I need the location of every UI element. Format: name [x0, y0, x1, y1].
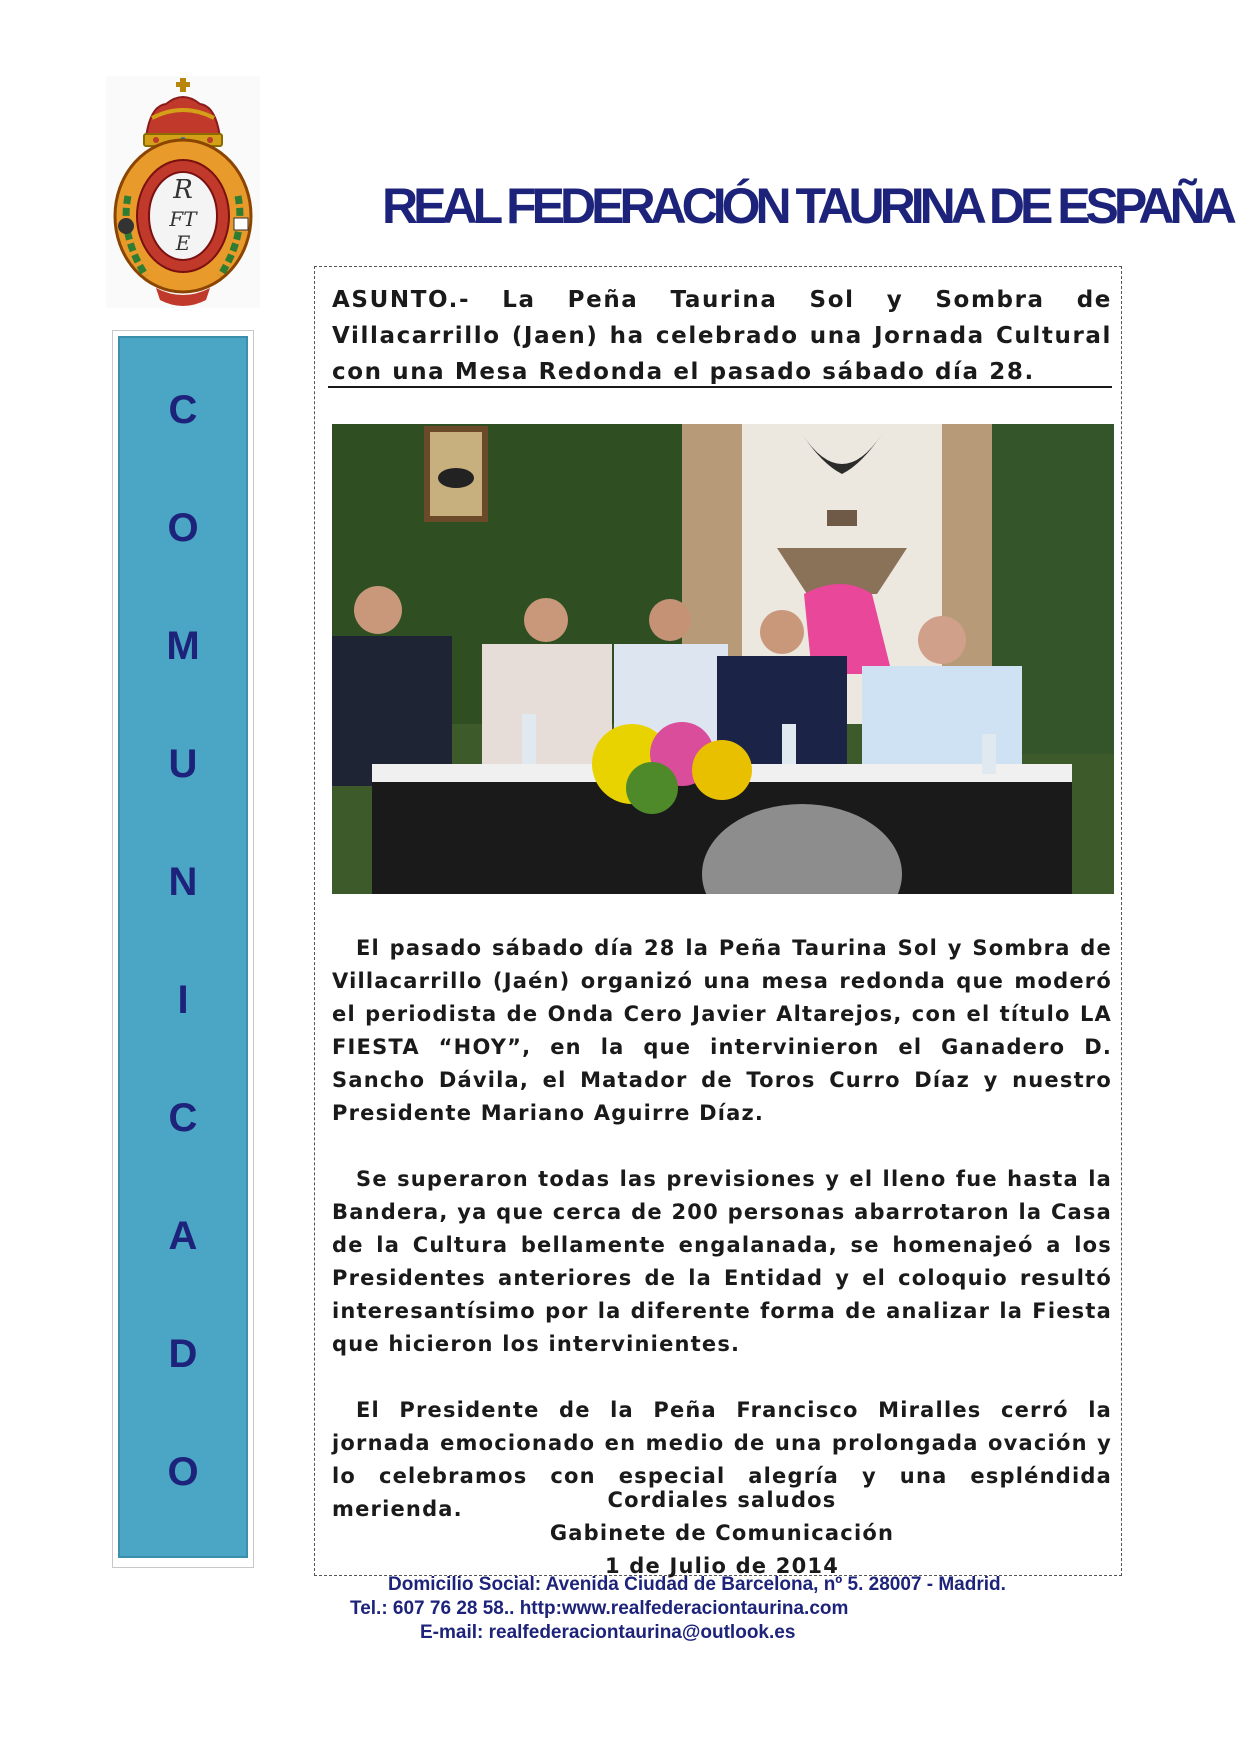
sidebar-letter: C	[168, 1096, 198, 1140]
body-paragraph: El pasado sábado día 28 la Peña Taurina Sol y Sombra de Villacarrillo (Jaén) organizó una mesa redonda que moderó el periodista de Onda Cero Javier Altarejos, con el título LA FIESTA “HOY”, en la que intervinieron el Ganadero D. Sancho Dávila, el Matador de Toros Curro Díaz y nuestro Presidente Mariano Aguirre Díaz.	[332, 936, 1112, 1125]
footer-address: Domicilio Social: Avenida Ciudad de Barcelona, nº 5. 28007 - Madrid.	[388, 1574, 1006, 1595]
body-paragraph: El Presidente de la Peña Francisco Miralles cerró la jornada emocionado en medio de una prolongada ovación y lo celebramos con especial alegría y una espléndida merienda.	[332, 1398, 1112, 1521]
sidebar-letter: M	[166, 624, 200, 668]
footer-contact: Tel.: 607 76 28 58.. http:www.realfederaciontaurina.com	[350, 1598, 849, 1619]
svg-text:R: R	[173, 175, 193, 205]
sidebar-letter: C	[168, 388, 198, 432]
coat-of-arms-icon	[106, 76, 260, 308]
department-name: Gabinete de Comunicación	[549, 1521, 895, 1545]
sidebar-letter: A	[168, 1214, 198, 1258]
svg-text:E: E	[175, 231, 191, 255]
sidebar-letter: U	[168, 742, 198, 786]
sidebar-letter: N	[168, 860, 198, 904]
sidebar-letter: I	[177, 978, 189, 1022]
signoff-block	[332, 1484, 1112, 1583]
sidebar-letter: O	[167, 506, 199, 550]
press-release-body	[332, 932, 1112, 1526]
svg-text:FT: FT	[169, 207, 197, 231]
footer-email: E-mail: realfederaciontaurina@outlook.es	[420, 1622, 796, 1643]
sidebar-letter: O	[167, 1450, 199, 1494]
closing-greeting: Cordiales saludos	[607, 1488, 837, 1512]
subject-divider	[328, 386, 1112, 388]
sidebar-banner	[118, 336, 248, 1558]
sidebar-letter: D	[168, 1332, 198, 1376]
federation-logo	[106, 76, 260, 308]
page-title: REAL FEDERACIÓN TAURINA DE ESPAÑA	[382, 178, 1232, 234]
round-table-photo-icon	[332, 424, 1114, 894]
event-photo	[332, 424, 1114, 894]
release-date: 1 de Julio de 2014	[604, 1554, 840, 1578]
subject-heading: ASUNTO.- La Peña Taurina Sol y Sombra de Villacarrillo (Jaen) ha celebrado una Jornada Cultural con una Mesa Redonda el pasado sábado día 28.	[332, 287, 1112, 385]
body-paragraph: Se superaron todas las previsiones y el lleno fue hasta la Bandera, ya que cerca de 200 personas abarrotaron la Casa de la Cultura bellamente engalanada, se homenajeó a los Presidentes anteriores de la Entidad y el coloquio resultó interesantísimo por la diferente forma de analizar la Fiesta que hicieron los intervinientes.	[332, 1167, 1112, 1356]
